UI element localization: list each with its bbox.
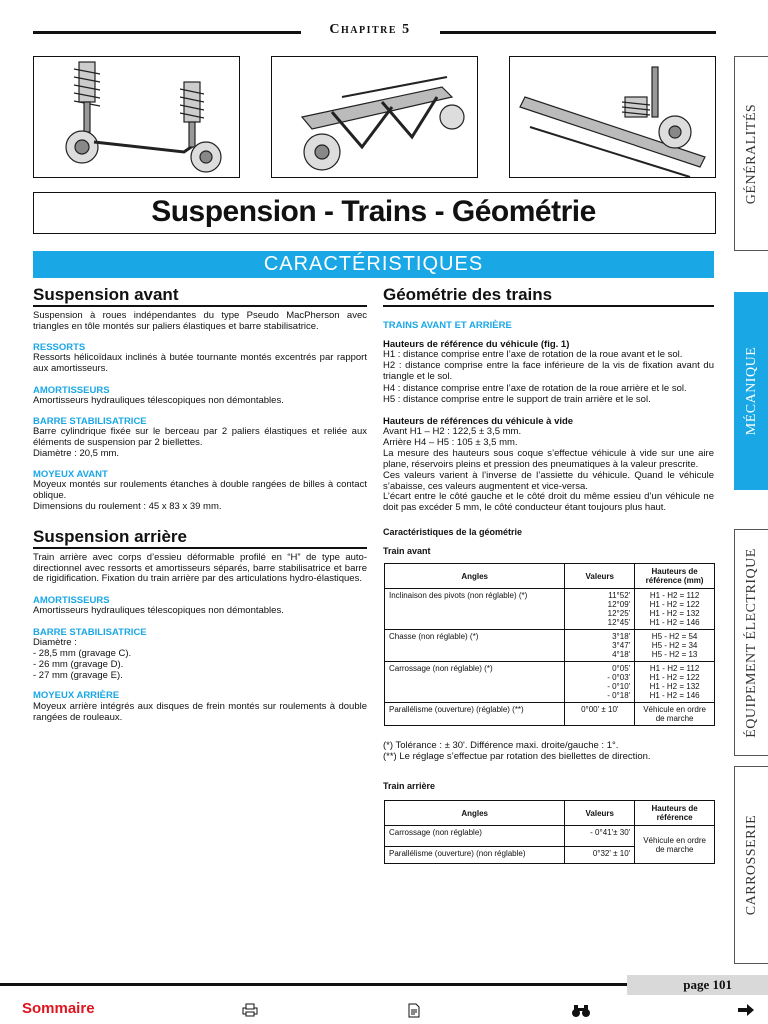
value: 12°45' — [607, 618, 631, 627]
value: - 0°10' — [607, 682, 631, 691]
train-arriere-table — [384, 800, 715, 864]
table-header-row — [385, 564, 715, 589]
ref: de marche — [655, 714, 694, 723]
ref: H5 - H2 = 54 — [651, 632, 698, 641]
arriere-moyeux-text: Moyeux arrière intégrés aux disques de frein montés sur roulements à double rangées de rouleaux. — [33, 701, 367, 723]
avant-amortisseurs-text: Amortisseurs hydrauliques télescopiques non démontables. — [33, 395, 284, 406]
value: 12°25' — [607, 609, 631, 618]
ref-h4: H4 : distance comprise entre l’axe de rotation de la roue arrière et le sol. — [383, 383, 687, 394]
table-row — [385, 662, 715, 703]
col-valeurs: Valeurs — [565, 564, 635, 589]
table-row — [385, 589, 715, 630]
arriere-amortisseurs-title: AMORTISSEURS — [33, 595, 110, 606]
avant-barre-diam: Diamètre : 20,5 mm. — [33, 448, 120, 459]
row-angle: Inclinaison des pivots (non réglable) (*) — [385, 589, 565, 630]
sommaire-link[interactable]: Sommaire — [22, 1000, 95, 1017]
value: 0°05' — [612, 664, 631, 673]
note-tolerance: (*) Tolérance : ± 30'. Différence maxi. droite/gauche : 1°. — [383, 740, 619, 751]
binoculars-icon[interactable] — [571, 1003, 591, 1021]
value: - 0°18' — [607, 691, 631, 700]
header-rule-left — [33, 31, 301, 34]
tab-generalites[interactable] — [734, 56, 768, 251]
ref-title: Hauteurs de référence du véhicule (fig. 1) — [383, 339, 570, 350]
tab-mecanique-label: MÉCANIQUE — [744, 346, 759, 436]
figure-front-suspension — [33, 56, 240, 178]
train-avant-table — [384, 563, 715, 726]
tab-equipement-electrique[interactable] — [734, 529, 768, 756]
vide-arriere: Arrière H4 – H5 : 105 ± 3,5 mm. — [383, 437, 518, 448]
value: 11°52' — [608, 591, 631, 600]
ref-h2: H2 : distance comprise entre la face inférieure de la vis de fixation avant du triangle et le sol. — [383, 360, 714, 382]
heading-geometrie: Géométrie des trains — [383, 285, 714, 307]
vide-ecart: L’écart entre le côté gauche et le côté droit du même essieu d’un véhicule ne doit pas excéder 5 mm, le côté conducteur étant toujours plus haut. — [383, 491, 714, 513]
heading-suspension-avant: Suspension avant — [33, 285, 367, 307]
avant-intro: Suspension à roues indépendantes du type Pseudo MacPherson avec triangles en tôle montés sur paliers élastiques et barre stabilisatrice. — [33, 310, 367, 332]
ref: H1 - H2 = 122 — [649, 673, 700, 682]
value: - 0°03' — [607, 673, 631, 682]
row-refs — [635, 630, 715, 662]
page-number: page 101 — [627, 975, 768, 995]
row-angle: Parallélisme (ouverture) (non réglable) — [385, 847, 565, 864]
chapter-label: Chapitre 5 — [329, 22, 411, 37]
note-reglage: (**) Le réglage s’effectue par rotation des biellettes de direction. — [383, 751, 651, 762]
row-refs — [635, 662, 715, 703]
next-arrow-icon[interactable] — [737, 1003, 755, 1020]
tab-carrosserie[interactable] — [734, 766, 768, 964]
col-hauteurs: Hauteurs de référence — [635, 801, 715, 826]
avant-barre-title: BARRE STABILISATRICE — [33, 416, 147, 427]
col-angles: Angles — [385, 801, 565, 826]
col-hauteurs: Hauteurs de référence (mm) — [635, 564, 715, 589]
ref-h1: H1 : distance comprise entre l’axe de rotation de la roue avant et le sol. — [383, 349, 683, 360]
ref: H1 - H2 = 112 — [649, 591, 700, 600]
geo-title: Caractéristiques de la géométrie — [383, 527, 523, 537]
row-angle: Chasse (non réglable) (*) — [385, 630, 565, 662]
row-angle: Carrossage (non réglable) — [385, 826, 565, 847]
train-avant-title: Train avant — [383, 546, 431, 556]
table-row — [385, 630, 715, 662]
arriere-moyeux-title: MOYEUX ARRIÈRE — [33, 690, 120, 701]
vide-varient: Ces valeurs varient à l’inverse de l’assiette du véhicule. Quand le véhicule s’abaisse, ces valeurs augmentent et vice-versa. — [383, 470, 714, 492]
avant-amortisseurs-title: AMORTISSEURS — [33, 385, 110, 396]
tab-carrosserie-label: CARROSSERIE — [744, 814, 759, 916]
avant-ressorts-text: Ressorts hélicoïdaux inclinés à butée tournante montés excentrés par rapport aux amortisseurs. — [33, 352, 367, 374]
tab-mecanique[interactable] — [734, 292, 768, 490]
arriere-barre-l2: - 26 mm (gravage D). — [33, 659, 124, 670]
vide-mesure: La mesure des hauteurs sous coque s’effectue véhicule à vide sur une aire plane, réservoirs pleins et pression des pneumatiques à la valeur prescrite. — [383, 448, 714, 470]
train-arriere-title: Train arrière — [383, 781, 436, 791]
avant-moyeux-text: Moyeux montés sur roulements étanches à double rangées de billes à contact oblique. — [33, 479, 367, 501]
ref: H5 - H2 = 34 — [651, 641, 698, 650]
row-angle: Carrossage (non réglable) (*) — [385, 662, 565, 703]
table-header-row — [385, 801, 715, 826]
ref: H1 - H2 = 146 — [649, 618, 700, 627]
avant-moyeux-dim: Dimensions du roulement : 45 x 83 x 39 mm. — [33, 501, 222, 512]
avant-barre-text: Barre cylindrique fixée sur le berceau par 2 paliers élastiques et reliée aux éléments de suspension par 2 biellettes. — [33, 426, 367, 448]
row-value: 0°32' ± 10' — [565, 847, 635, 864]
tab-generalites-label: GÉNÉRALITÉS — [744, 103, 759, 204]
ref: H1 - H2 = 146 — [649, 691, 700, 700]
vide-avant: Avant H1 – H2 : 122,5 ± 3,5 mm. — [383, 426, 522, 437]
arriere-intro: Train arrière avec corps d’essieu déformable profilé en “H” de type auto-directionnel avec ressorts et amortisseurs séparés, barre stabilisatrice et barre de rigidification. Fixation du train arrière par des articulations hydro-élastiques. — [33, 552, 367, 585]
ref: Véhicule en ordre — [643, 705, 706, 714]
arriere-barre-l1: - 28,5 mm (gravage C). — [33, 648, 132, 659]
ref-h5: H5 : distance comprise entre le support de train arrière et le sol. — [383, 394, 651, 405]
col-valeurs: Valeurs — [565, 801, 635, 826]
vide-title: Hauteurs de références du véhicule à vide — [383, 416, 574, 427]
header-rule-right — [440, 31, 716, 34]
row-ref-merged: Véhicule en ordre de marche — [635, 826, 715, 864]
arriere-barre-title: BARRE STABILISATRICE — [33, 627, 147, 638]
tab-equipement-label: ÉQUIPEMENT ÉLECTRIQUE — [744, 547, 759, 738]
row-value: - 0°41'± 30' — [565, 826, 635, 847]
ref: H1 - H2 = 122 — [649, 600, 700, 609]
heading-suspension-arriere: Suspension arrière — [33, 527, 367, 549]
figure-front-subframe — [271, 56, 478, 178]
row-values — [565, 630, 635, 662]
ref: H1 - H2 = 132 — [649, 682, 700, 691]
ref: H1 - H2 = 132 — [649, 609, 700, 618]
row-values — [565, 703, 635, 726]
ref: H5 - H2 = 13 — [651, 650, 698, 659]
table-row — [385, 703, 715, 726]
ref: H1 - H2 = 112 — [649, 664, 700, 673]
row-angle: Parallélisme (ouverture) (réglable) (**) — [385, 703, 565, 726]
value: 4°18' — [612, 650, 631, 659]
page-title: Suspension - Trains - Géométrie — [151, 195, 596, 228]
row-values — [565, 662, 635, 703]
value: 12°09' — [607, 600, 631, 609]
avant-ressorts-title: RESSORTS — [33, 342, 86, 353]
value: 3°18' — [612, 632, 631, 641]
row-values — [565, 589, 635, 630]
print-icon[interactable] — [242, 1003, 258, 1020]
arriere-barre-l0: Diamètre : — [33, 637, 77, 648]
document-icon[interactable] — [407, 1003, 421, 1021]
table-row — [385, 826, 715, 847]
arriere-amortisseurs-text: Amortisseurs hydrauliques télescopiques non démontables. — [33, 605, 284, 616]
trains-sub: TRAINS AVANT ET ARRIÈRE — [383, 320, 512, 331]
value: 0°00' ± 10' — [581, 705, 619, 714]
row-refs — [635, 589, 715, 630]
avant-moyeux-title: MOYEUX AVANT — [33, 469, 108, 480]
col-angles: Angles — [385, 564, 565, 589]
value: 3°47' — [612, 641, 631, 650]
section-banner: CARACTÉRISTIQUES — [33, 251, 714, 278]
arriere-barre-l3: - 27 mm (gravage E). — [33, 670, 123, 681]
row-refs — [635, 703, 715, 726]
figure-rear-axle — [509, 56, 716, 178]
